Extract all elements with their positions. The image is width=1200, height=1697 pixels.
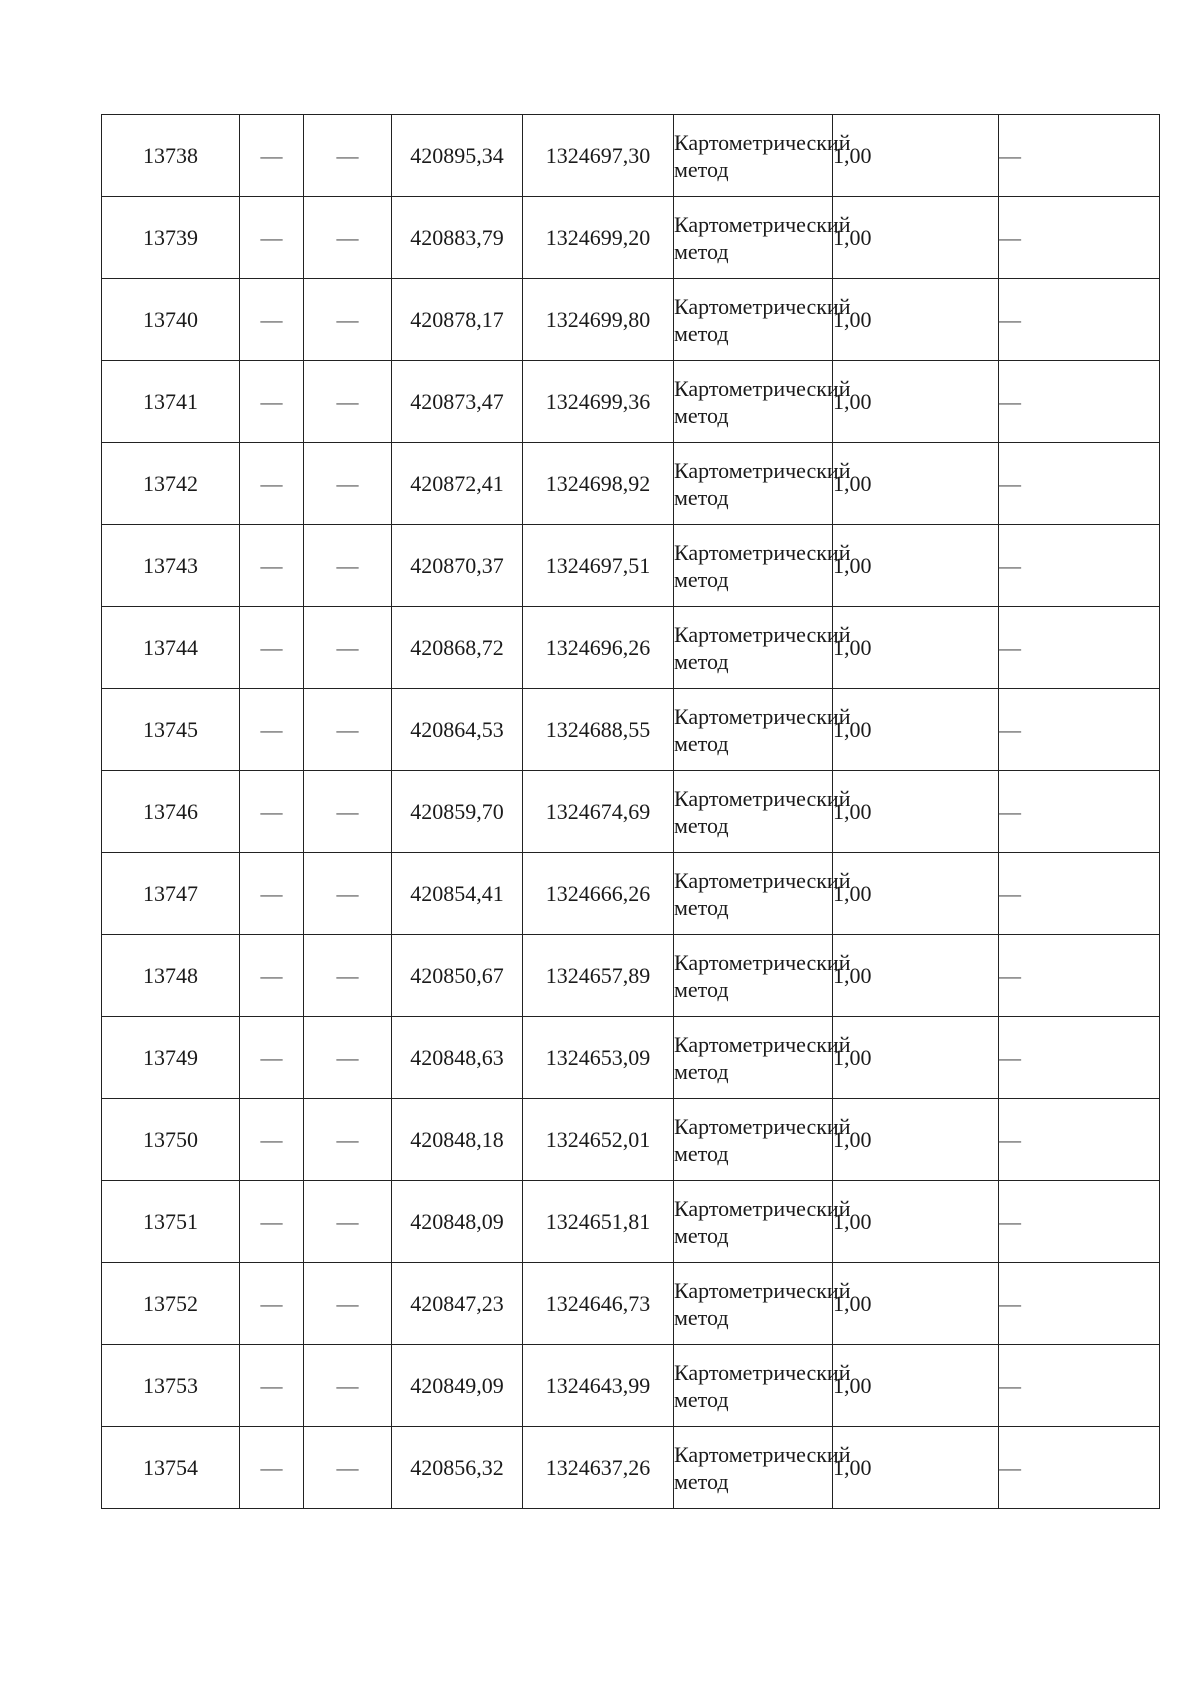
y-coordinate-cell: 1324651,81 xyxy=(523,1181,674,1263)
dash-value: — xyxy=(336,553,359,578)
point-number-cell: 13739 xyxy=(102,197,240,279)
empty-value-cell xyxy=(304,1427,392,1509)
empty-value-cell xyxy=(240,935,304,1017)
y-coordinate-cell: 1324699,20 xyxy=(523,197,674,279)
empty-value-cell xyxy=(240,1345,304,1427)
x-coordinate-cell: 420848,63 xyxy=(392,1017,523,1099)
point-number-cell: 13744 xyxy=(102,607,240,689)
method-cell: Картометрический метод xyxy=(674,525,833,607)
accuracy-cell: 1,00 xyxy=(833,197,999,279)
empty-value-cell xyxy=(240,1263,304,1345)
y-coordinate-cell: 1324699,36 xyxy=(523,361,674,443)
point-number-cell: 13741 xyxy=(102,361,240,443)
table-row xyxy=(102,361,1160,443)
method-cell: Картометрический метод xyxy=(674,279,833,361)
x-coordinate-cell: 420883,79 xyxy=(392,197,523,279)
empty-value-cell xyxy=(304,525,392,607)
dash-value: — xyxy=(336,1455,359,1480)
table-row xyxy=(102,197,1160,279)
empty-value-cell xyxy=(304,1017,392,1099)
table-row xyxy=(102,1017,1160,1099)
point-number-cell: 13742 xyxy=(102,443,240,525)
point-number-cell: 13754 xyxy=(102,1427,240,1509)
dash-value: — xyxy=(336,799,359,824)
dash-value: — xyxy=(999,389,1021,414)
x-coordinate-cell: 420847,23 xyxy=(392,1263,523,1345)
empty-value-cell xyxy=(304,361,392,443)
y-coordinate-cell: 1324696,26 xyxy=(523,607,674,689)
accuracy-cell: 1,00 xyxy=(833,1427,999,1509)
dash-value: — xyxy=(260,143,283,168)
dash-value: — xyxy=(336,143,359,168)
dash-value: — xyxy=(336,717,359,742)
y-coordinate-cell: 1324657,89 xyxy=(523,935,674,1017)
description-cell xyxy=(999,1099,1160,1181)
table-row xyxy=(102,443,1160,525)
dash-value: — xyxy=(260,963,283,988)
table-row xyxy=(102,607,1160,689)
empty-value-cell xyxy=(240,115,304,197)
x-coordinate-cell: 420870,37 xyxy=(392,525,523,607)
x-coordinate-cell: 420872,41 xyxy=(392,443,523,525)
method-cell: Картометрический метод xyxy=(674,361,833,443)
description-cell xyxy=(999,689,1160,771)
empty-value-cell xyxy=(304,607,392,689)
description-cell xyxy=(999,935,1160,1017)
accuracy-cell: 1,00 xyxy=(833,115,999,197)
point-number-cell: 13747 xyxy=(102,853,240,935)
point-number-cell: 13738 xyxy=(102,115,240,197)
empty-value-cell xyxy=(240,689,304,771)
method-cell: Картометрический метод xyxy=(674,1263,833,1345)
dash-value: — xyxy=(336,963,359,988)
dash-value: — xyxy=(336,225,359,250)
y-coordinate-cell: 1324646,73 xyxy=(523,1263,674,1345)
empty-value-cell xyxy=(304,1345,392,1427)
x-coordinate-cell: 420859,70 xyxy=(392,771,523,853)
method-cell: Картометрический метод xyxy=(674,771,833,853)
empty-value-cell xyxy=(304,115,392,197)
description-cell xyxy=(999,279,1160,361)
table-row xyxy=(102,1263,1160,1345)
description-cell xyxy=(999,1345,1160,1427)
dash-value: — xyxy=(336,635,359,660)
table-row xyxy=(102,1181,1160,1263)
y-coordinate-cell: 1324697,51 xyxy=(523,525,674,607)
point-number-cell: 13753 xyxy=(102,1345,240,1427)
description-cell xyxy=(999,525,1160,607)
method-cell: Картометрический метод xyxy=(674,689,833,771)
dash-value: — xyxy=(999,1209,1021,1234)
description-cell xyxy=(999,1263,1160,1345)
table-row xyxy=(102,115,1160,197)
dash-value: — xyxy=(260,1291,283,1316)
table-body xyxy=(102,115,1160,1509)
empty-value-cell xyxy=(304,771,392,853)
dash-value: — xyxy=(336,1291,359,1316)
point-number-cell: 13743 xyxy=(102,525,240,607)
empty-value-cell xyxy=(304,443,392,525)
point-number-cell: 13748 xyxy=(102,935,240,1017)
accuracy-cell: 1,00 xyxy=(833,1099,999,1181)
dash-value: — xyxy=(260,799,283,824)
y-coordinate-cell: 1324653,09 xyxy=(523,1017,674,1099)
method-cell: Картометрический метод xyxy=(674,935,833,1017)
empty-value-cell xyxy=(240,1017,304,1099)
x-coordinate-cell: 420868,72 xyxy=(392,607,523,689)
accuracy-cell: 1,00 xyxy=(833,443,999,525)
dash-value: — xyxy=(336,1373,359,1398)
accuracy-cell: 1,00 xyxy=(833,771,999,853)
x-coordinate-cell: 420878,17 xyxy=(392,279,523,361)
dash-value: — xyxy=(999,1291,1021,1316)
empty-value-cell xyxy=(304,1263,392,1345)
dash-value: — xyxy=(260,635,283,660)
x-coordinate-cell: 420848,09 xyxy=(392,1181,523,1263)
dash-value: — xyxy=(999,1455,1021,1480)
method-cell: Картометрический метод xyxy=(674,1017,833,1099)
empty-value-cell xyxy=(240,771,304,853)
point-number-cell: 13740 xyxy=(102,279,240,361)
dash-value: — xyxy=(999,799,1021,824)
description-cell xyxy=(999,115,1160,197)
description-cell xyxy=(999,1017,1160,1099)
empty-value-cell xyxy=(304,689,392,771)
x-coordinate-cell: 420856,32 xyxy=(392,1427,523,1509)
method-cell: Картометрический метод xyxy=(674,197,833,279)
method-cell: Картометрический метод xyxy=(674,115,833,197)
dash-value: — xyxy=(260,471,283,496)
dash-value: — xyxy=(999,881,1021,906)
dash-value: — xyxy=(260,717,283,742)
point-number-cell: 13752 xyxy=(102,1263,240,1345)
x-coordinate-cell: 420850,67 xyxy=(392,935,523,1017)
accuracy-cell: 1,00 xyxy=(833,279,999,361)
empty-value-cell xyxy=(304,853,392,935)
point-number-cell: 13751 xyxy=(102,1181,240,1263)
empty-value-cell xyxy=(240,1427,304,1509)
table-row xyxy=(102,525,1160,607)
description-cell xyxy=(999,1181,1160,1263)
empty-value-cell xyxy=(240,525,304,607)
accuracy-cell: 1,00 xyxy=(833,1263,999,1345)
y-coordinate-cell: 1324698,92 xyxy=(523,443,674,525)
point-number-cell: 13745 xyxy=(102,689,240,771)
description-cell xyxy=(999,443,1160,525)
point-number-cell: 13749 xyxy=(102,1017,240,1099)
empty-value-cell xyxy=(240,1099,304,1181)
x-coordinate-cell: 420849,09 xyxy=(392,1345,523,1427)
y-coordinate-cell: 1324652,01 xyxy=(523,1099,674,1181)
empty-value-cell xyxy=(240,361,304,443)
y-coordinate-cell: 1324666,26 xyxy=(523,853,674,935)
dash-value: — xyxy=(999,143,1021,168)
table-row xyxy=(102,1427,1160,1509)
table-row xyxy=(102,279,1160,361)
method-cell: Картометрический метод xyxy=(674,1181,833,1263)
description-cell xyxy=(999,853,1160,935)
empty-value-cell xyxy=(304,279,392,361)
dash-value: — xyxy=(999,553,1021,578)
dash-value: — xyxy=(260,389,283,414)
dash-value: — xyxy=(260,1127,283,1152)
x-coordinate-cell: 420873,47 xyxy=(392,361,523,443)
dash-value: — xyxy=(260,553,283,578)
dash-value: — xyxy=(336,389,359,414)
dash-value: — xyxy=(336,307,359,332)
table-row xyxy=(102,935,1160,1017)
dash-value: — xyxy=(999,471,1021,496)
empty-value-cell xyxy=(240,197,304,279)
y-coordinate-cell: 1324637,26 xyxy=(523,1427,674,1509)
method-cell: Картометрический метод xyxy=(674,1345,833,1427)
method-cell: Картометрический метод xyxy=(674,853,833,935)
accuracy-cell: 1,00 xyxy=(833,853,999,935)
y-coordinate-cell: 1324674,69 xyxy=(523,771,674,853)
dash-value: — xyxy=(260,1045,283,1070)
dash-value: — xyxy=(999,635,1021,660)
dash-value: — xyxy=(260,1209,283,1234)
dash-value: — xyxy=(999,307,1021,332)
coordinates-table xyxy=(101,114,1160,1509)
description-cell xyxy=(999,607,1160,689)
accuracy-cell: 1,00 xyxy=(833,1181,999,1263)
dash-value: — xyxy=(999,1373,1021,1398)
method-cell: Картометрический метод xyxy=(674,1099,833,1181)
empty-value-cell xyxy=(304,935,392,1017)
empty-value-cell xyxy=(240,279,304,361)
method-cell: Картометрический метод xyxy=(674,443,833,525)
dash-value: — xyxy=(336,471,359,496)
point-number-cell: 13746 xyxy=(102,771,240,853)
accuracy-cell: 1,00 xyxy=(833,361,999,443)
table-row xyxy=(102,689,1160,771)
empty-value-cell xyxy=(304,1181,392,1263)
accuracy-cell: 1,00 xyxy=(833,1017,999,1099)
empty-value-cell xyxy=(240,443,304,525)
dash-value: — xyxy=(336,1127,359,1152)
y-coordinate-cell: 1324699,80 xyxy=(523,279,674,361)
dash-value: — xyxy=(336,1045,359,1070)
dash-value: — xyxy=(999,963,1021,988)
table-row xyxy=(102,1099,1160,1181)
x-coordinate-cell: 420854,41 xyxy=(392,853,523,935)
accuracy-cell: 1,00 xyxy=(833,1345,999,1427)
description-cell xyxy=(999,197,1160,279)
y-coordinate-cell: 1324697,30 xyxy=(523,115,674,197)
description-cell xyxy=(999,771,1160,853)
dash-value: — xyxy=(260,1373,283,1398)
x-coordinate-cell: 420895,34 xyxy=(392,115,523,197)
accuracy-cell: 1,00 xyxy=(833,689,999,771)
y-coordinate-cell: 1324688,55 xyxy=(523,689,674,771)
empty-value-cell xyxy=(240,1181,304,1263)
dash-value: — xyxy=(260,1455,283,1480)
table-row xyxy=(102,1345,1160,1427)
empty-value-cell xyxy=(304,197,392,279)
dash-value: — xyxy=(999,1127,1021,1152)
table-row xyxy=(102,853,1160,935)
dash-value: — xyxy=(260,307,283,332)
accuracy-cell: 1,00 xyxy=(833,525,999,607)
description-cell xyxy=(999,361,1160,443)
method-cell: Картометрический метод xyxy=(674,1427,833,1509)
accuracy-cell: 1,00 xyxy=(833,935,999,1017)
dash-value: — xyxy=(336,1209,359,1234)
point-number-cell: 13750 xyxy=(102,1099,240,1181)
table-row xyxy=(102,771,1160,853)
method-cell: Картометрический метод xyxy=(674,607,833,689)
description-cell xyxy=(999,1427,1160,1509)
dash-value: — xyxy=(336,881,359,906)
dash-value: — xyxy=(999,1045,1021,1070)
dash-value: — xyxy=(999,225,1021,250)
empty-value-cell xyxy=(240,853,304,935)
x-coordinate-cell: 420864,53 xyxy=(392,689,523,771)
dash-value: — xyxy=(260,225,283,250)
accuracy-cell: 1,00 xyxy=(833,607,999,689)
x-coordinate-cell: 420848,18 xyxy=(392,1099,523,1181)
empty-value-cell xyxy=(240,607,304,689)
dash-value: — xyxy=(260,881,283,906)
dash-value: — xyxy=(999,717,1021,742)
y-coordinate-cell: 1324643,99 xyxy=(523,1345,674,1427)
empty-value-cell xyxy=(304,1099,392,1181)
